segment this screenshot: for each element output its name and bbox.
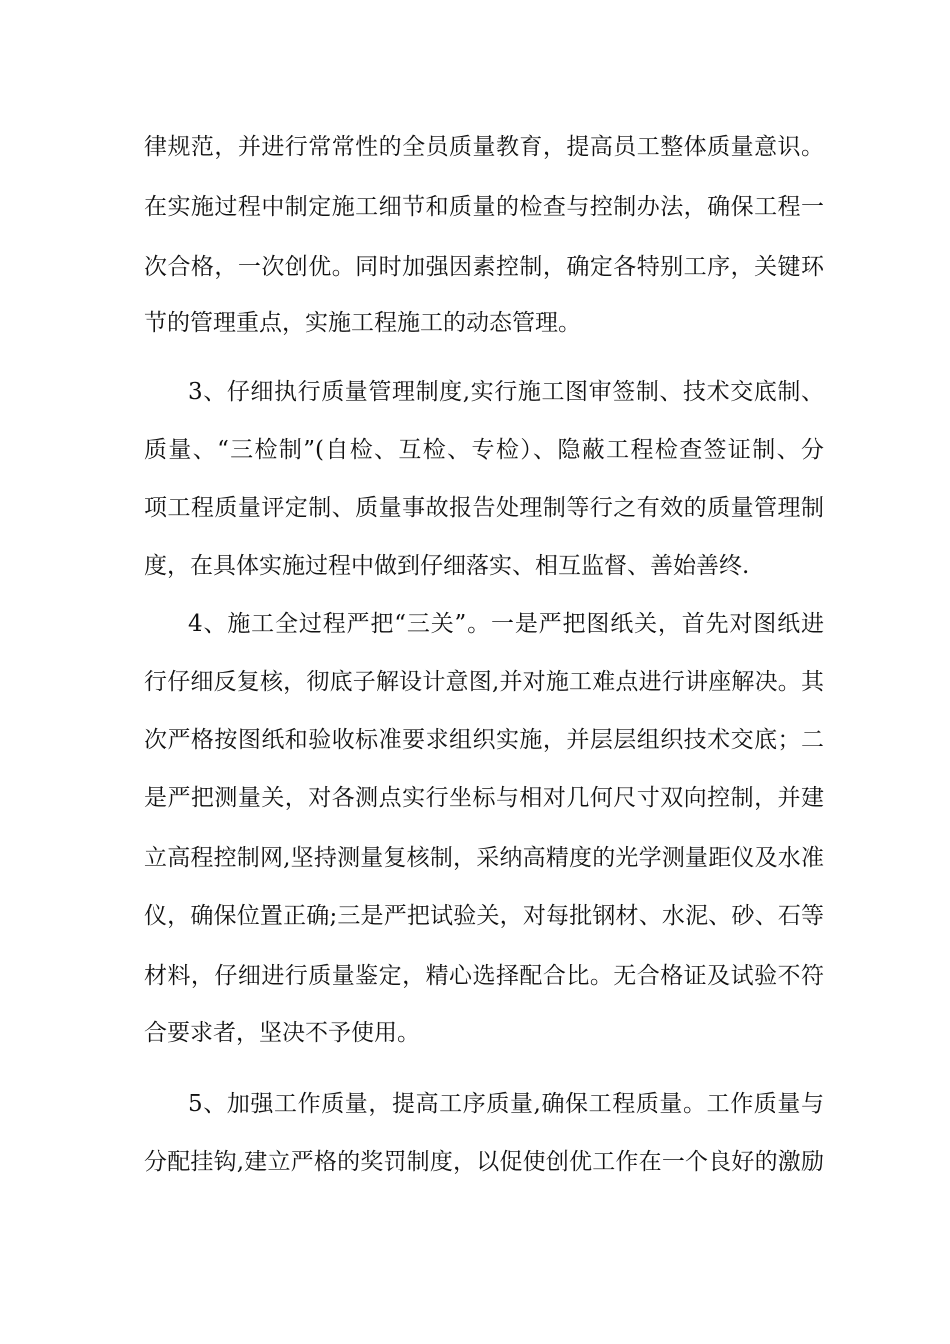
paragraph-line: 3、仔细执行质量管理制度,实行施工图审签制、技术交底制、 [188,379,824,405]
paragraph-line: 分配挂钩,建立严格的奖罚制度，以促使创优工作在一个良好的激励 [144,1149,824,1175]
paragraph-line: 行仔细反复核，彻底子解设计意图,并对施工难点进行讲座解决。其 [144,669,824,695]
paragraph-line: 次合格，一次创优。同时加强因素控制，确定各特别工序，关键环 [144,254,824,280]
paragraph-line: 在实施过程中制定施工细节和质量的检查与控制办法，确保工程一 [144,194,824,220]
paragraph-line: 合要求者，坚决不予使用。 [144,1020,420,1046]
paragraph-line: 仪，确保位置正确;三是严把试验关，对每批钢材、水泥、砂、石等 [144,903,824,929]
paragraph-line: 4、施工全过程严把“三关”。一是严把图纸关，首先对图纸进 [188,611,824,637]
paragraph-line: 质量、“三检制”(自检、互检、专检）、隐蔽工程检查签证制、分 [144,437,824,463]
paragraph-line: 是严把测量关，对各测点实行坐标与相对几何尺寸双向控制，并建 [144,785,824,811]
paragraph-line: 5、加强工作质量，提高工序质量,确保工程质量。工作质量与 [188,1091,824,1117]
paragraph-line: 项工程质量评定制、质量事故报告处理制等行之有效的质量管理制 [144,495,824,521]
paragraph-line: 立高程控制网,坚持测量复核制，采纳高精度的光学测量距仪及水准 [144,845,824,871]
paragraph-line: 度，在具体实施过程中做到仔细落实、相互监督、善始善终. [144,553,750,579]
paragraph-line: 律规范，并进行常常性的全员质量教育，提高员工整体质量意识。 [144,134,824,160]
paragraph-line: 次严格按图纸和验收标准要求组织实施，并层层组织技术交底；二 [144,727,824,753]
paragraph-line: 材料，仔细进行质量鉴定，精心选择配合比。无合格证及试验不符 [144,963,824,989]
paragraph-line: 节的管理重点，实施工程施工的动态管理。 [144,310,581,336]
